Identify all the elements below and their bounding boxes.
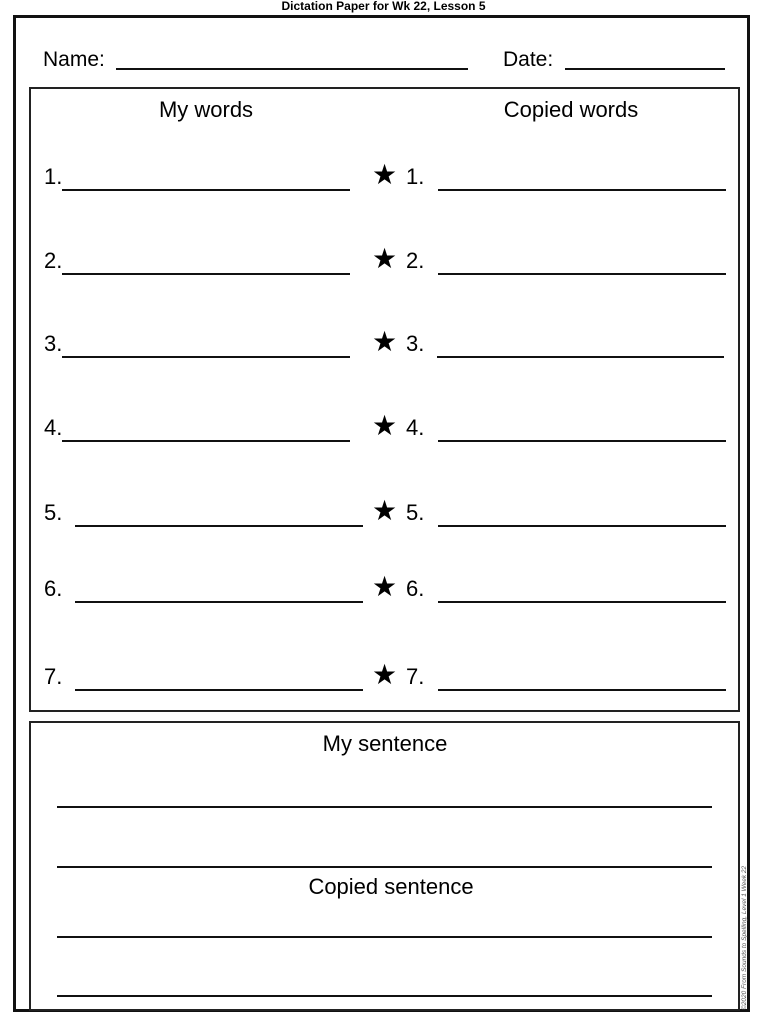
my-word-line[interactable] [75, 601, 363, 603]
copied-word-line[interactable] [438, 689, 726, 691]
copyright-text: ©2020 From Sounds to Spelling, Level 1 Week 22 [741, 865, 748, 1010]
star-icon: ★ [372, 659, 398, 690]
copied-word-number: 2. [406, 248, 425, 273]
my-sentence-heading: My sentence [322, 731, 448, 756]
name-label: Name: [43, 48, 105, 71]
star-icon: ★ [372, 243, 398, 274]
copied-word-line[interactable] [438, 440, 726, 442]
my-word-line[interactable] [62, 440, 350, 442]
copied-word-number: 7. [406, 664, 425, 689]
my-word-number: 7. [44, 664, 63, 689]
copied-word-line[interactable] [437, 356, 724, 358]
date-label: Date: [503, 48, 554, 71]
my-word-line[interactable] [62, 273, 350, 275]
name-line[interactable] [116, 68, 468, 70]
star-icon: ★ [372, 571, 398, 602]
my-word-number: 3. [44, 331, 63, 356]
copied-word-number: 4. [406, 415, 425, 440]
star-icon: ★ [372, 410, 398, 441]
copied-sentence-line-2[interactable] [57, 995, 712, 997]
copied-word-line[interactable] [438, 525, 726, 527]
my-word-line[interactable] [62, 356, 350, 358]
copied-word-line[interactable] [438, 273, 726, 275]
my-word-line[interactable] [75, 689, 363, 691]
my-word-number: 2. [44, 248, 63, 273]
date-line[interactable] [565, 68, 725, 70]
my-word-number: 4. [44, 415, 63, 440]
copied-sentence-line-1[interactable] [57, 936, 712, 938]
my-words-heading: My words [158, 97, 254, 122]
my-word-number: 1. [44, 164, 63, 189]
copied-word-number: 5. [406, 500, 425, 525]
copied-word-number: 1. [406, 164, 425, 189]
my-word-line[interactable] [75, 525, 363, 527]
copied-word-number: 6. [406, 576, 425, 601]
my-word-number: 6. [44, 576, 63, 601]
page-title: Dictation Paper for Wk 22, Lesson 5 [281, 0, 486, 13]
star-icon: ★ [372, 159, 398, 190]
copied-word-line[interactable] [438, 189, 726, 191]
copied-words-heading: Copied words [503, 97, 639, 122]
star-icon: ★ [372, 495, 398, 526]
my-word-number: 5. [44, 500, 63, 525]
my-word-line[interactable] [62, 189, 350, 191]
copied-word-number: 3. [406, 331, 425, 356]
copied-sentence-heading: Copied sentence [308, 874, 474, 899]
my-sentence-line-1[interactable] [57, 806, 712, 808]
star-icon: ★ [372, 326, 398, 357]
copied-word-line[interactable] [438, 601, 726, 603]
my-sentence-line-2[interactable] [57, 866, 712, 868]
